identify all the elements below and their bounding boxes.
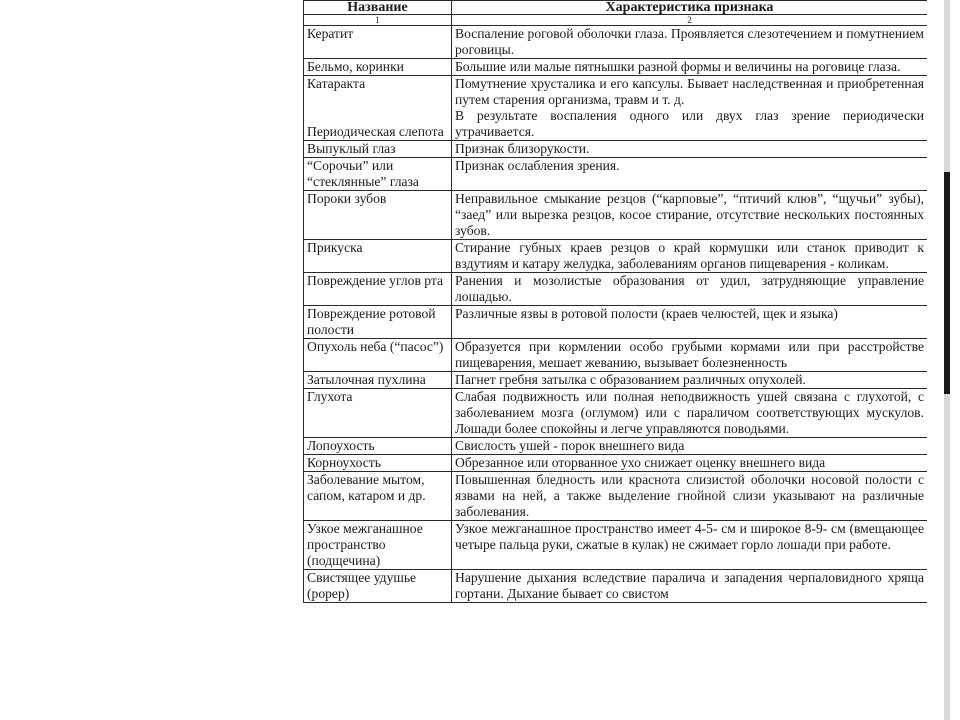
- table-row: [304, 240, 928, 273]
- sign-description: Признак близорукости.: [452, 141, 928, 158]
- sign-description: Помутнение хрусталика и его капсулы. Бывает наследственная и приобретенная путем старения организма, травм и т. д. В результате воспаления одного или двух глаз зрение периодически утрачивается.: [452, 76, 928, 141]
- sign-description: Повышенная бледность или краснота слизистой оболочки носовой полости с язвами на ней, а также выделение гнойной слизи указывают на различные заболевания.: [452, 472, 928, 521]
- sign-name: Катаракта Периодическая слепота: [304, 76, 452, 141]
- table-row: [304, 76, 928, 141]
- sign-name: Повреждение углов рта: [304, 273, 452, 306]
- table-row: [304, 191, 928, 240]
- sign-description: Признак ослабления зрения.: [452, 158, 928, 191]
- sign-description: Большие или малые пятнышки разной формы и величины на роговице глаза.: [452, 59, 928, 76]
- column-number-row: [304, 15, 928, 26]
- table-row: [304, 472, 928, 521]
- sign-description: Воспаление роговой оболочки глаза. Проявляется слезотечением и помутнением роговицы.: [452, 26, 928, 59]
- sign-name: Корноухость: [304, 455, 452, 472]
- table-row: [304, 158, 928, 191]
- table-row: [304, 306, 928, 339]
- table-header-row: [304, 1, 928, 15]
- sign-name: Пороки зубов: [304, 191, 452, 240]
- table-row: [304, 570, 928, 603]
- table-row: [304, 339, 928, 372]
- table-row: [304, 455, 928, 472]
- sign-description: Пагнет гребня затылка с образованием различных опухолей.: [452, 372, 928, 389]
- table-row: [304, 59, 928, 76]
- sign-name: Выпуклый глаз: [304, 141, 452, 158]
- sign-name: Узкое межганашное пространство (подщечина): [304, 521, 452, 570]
- table-row: [304, 521, 928, 570]
- table-row: [304, 273, 928, 306]
- sign-description: Свислость ушей - порок внешнего вида: [452, 438, 928, 455]
- sign-name: Затылочная пухлина: [304, 372, 452, 389]
- column-number-2: 2: [452, 15, 928, 26]
- table-row: [304, 141, 928, 158]
- header-characteristic: Характеристика признака: [452, 1, 928, 15]
- sign-description: Образуется при кормлении особо грубыми кормами или при расстройстве пищеварения, мешает жеванию, вызывает болезненность: [452, 339, 928, 372]
- table-row: [304, 26, 928, 59]
- sign-name: “Сорочьи” или “стеклянные” глаза: [304, 158, 452, 191]
- sign-description: Узкое межганашное пространство имеет 4-5- см и широкое 8-9- см (вмещающее четыре пальца руки, сжатые в кулак) не сжимает горло лошади при работе.: [452, 521, 928, 570]
- sign-description: Стирание губных краев резцов о край кормушки или станок приводит к вздутиям и катару желудка, заболеваниям органов пищеварения - коликам.: [452, 240, 928, 273]
- header-name: Название: [304, 1, 452, 15]
- right-edge-bar-accent: [944, 172, 950, 394]
- sign-name: Свистящее удушье (рорер): [304, 570, 452, 603]
- sign-name: Прикуска: [304, 240, 452, 273]
- sign-name: Заболевание мытом, сапом, катаром и др.: [304, 472, 452, 521]
- sign-description: Ранения и мозолистые образования от удил, затрудняющие управление лошадью.: [452, 273, 928, 306]
- sign-description: Различные язвы в ротовой полости (краев челюстей, щек и языка): [452, 306, 928, 339]
- sign-name: Глухота: [304, 389, 452, 438]
- sign-name: Повреждение ротовой полости: [304, 306, 452, 339]
- sign-name: Бельмо, коринки: [304, 59, 452, 76]
- sign-name: Кератит: [304, 26, 452, 59]
- table-row: [304, 372, 928, 389]
- signs-table: [303, 0, 927, 603]
- column-number-1: 1: [304, 15, 452, 26]
- table-row: [304, 389, 928, 438]
- sign-description: Слабая подвижность или полная неподвижность ушей связана с глухотой, с заболеванием мозга (оглумом) или с параличом соответствующих мускулов. Лошади более спокойны и легче управляются поводьями.: [452, 389, 928, 438]
- scanned-table-image: [303, 0, 927, 720]
- sign-description: Нарушение дыхания вследствие паралича и западения черпаловидного хряща гортани. Дыхание бывает со свистом: [452, 570, 928, 603]
- sign-name: Лопоухость: [304, 438, 452, 455]
- sign-description: Обрезанное или оторванное ухо снижает оценку внешнего вида: [452, 455, 928, 472]
- sign-description: Неправильное смыкание резцов (“карповые”, “птичий клюв”, “щучьи” зубы), “заед” или вырезка резцов, косое стирание, отсутствие нескольких постоянных зубов.: [452, 191, 928, 240]
- sign-name: Опухоль неба (“пасос”): [304, 339, 452, 372]
- table-row: [304, 438, 928, 455]
